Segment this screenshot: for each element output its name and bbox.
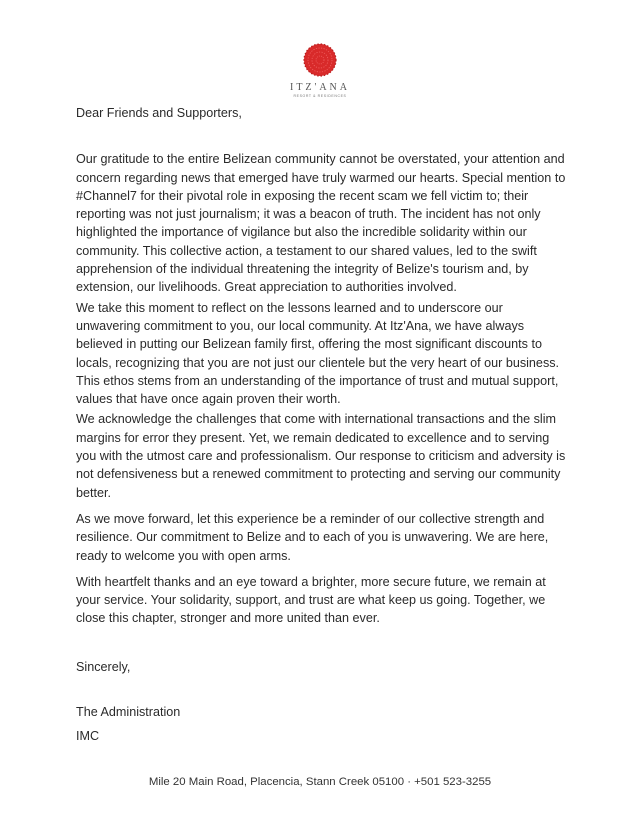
letter-body bbox=[76, 104, 570, 746]
letterhead-logo bbox=[0, 40, 640, 98]
signature-org: IMC bbox=[76, 729, 100, 744]
red-sun-logo-icon bbox=[300, 40, 340, 80]
paragraph-reflection: We take this moment to reflect on the lessons learned and to underscore our unwavering commitment to you, our local community. At Itz'Ana, we have always believed in putting our Belizean family first, offering the most significant discounts to locals, recognizing that you are not just our clientele but the very heart of our business. This ethos stems from an understanding of the importance of trust and mutual support, values that have once again proven their worth. bbox=[76, 300, 560, 407]
signature: The Administration bbox=[76, 705, 181, 720]
footer-address: Mile 20 Main Road, Placencia, Stann Creek 05100 · +501 523-3255 bbox=[148, 776, 492, 788]
salutation: Dear Friends and Supporters, bbox=[76, 106, 242, 120]
paragraph-gratitude: Our gratitude to the entire Belizean community cannot be overstated, your attention and concern regarding news that emerged have truly warmed our hearts. Special mention to #Channel7 for their pivotal role in exposing the recent scam we fell victim to; their reporting was not just journalism; it was a beacon of truth. The incident has not only highlighted the importance of vigilance but also the incredible solidarity within our community. This collective action, a testament to our shared values, led to the swift apprehension of the individual threatening the integrity of Belize's tourism and, by extension, our livelihoods. Great appreciation to authorities involved. bbox=[76, 152, 566, 295]
brand-tagline: RESORT & RESIDENCES bbox=[293, 94, 347, 98]
paragraph-challenges: We acknowledge the challenges that come with international transactions and the slim margins for error they present. Yet, we remain dedicated to excellence and to serving you with the utmost care and professionalism. Our response to criticism and adversity is not defensiveness but a renewed commitment to protecting and serving our community better. bbox=[76, 412, 566, 500]
paragraph-moving-forward: As we move forward, let this experience be a reminder of our collective strength and resilience. Our commitment to Belize and to each of you is unwavering. We are here, ready to welcome you with open arms. bbox=[76, 511, 549, 563]
closing: Sincerely, bbox=[76, 659, 131, 674]
brand-name: ITZ'ANA bbox=[289, 82, 350, 93]
paragraph-thanks: With heartfelt thanks and an eye toward a brighter, more secure future, we remain at your service. Your solidarity, support, and trust are what keep us going. Together, we close this chapter, stronger and more united than ever. bbox=[76, 574, 546, 626]
